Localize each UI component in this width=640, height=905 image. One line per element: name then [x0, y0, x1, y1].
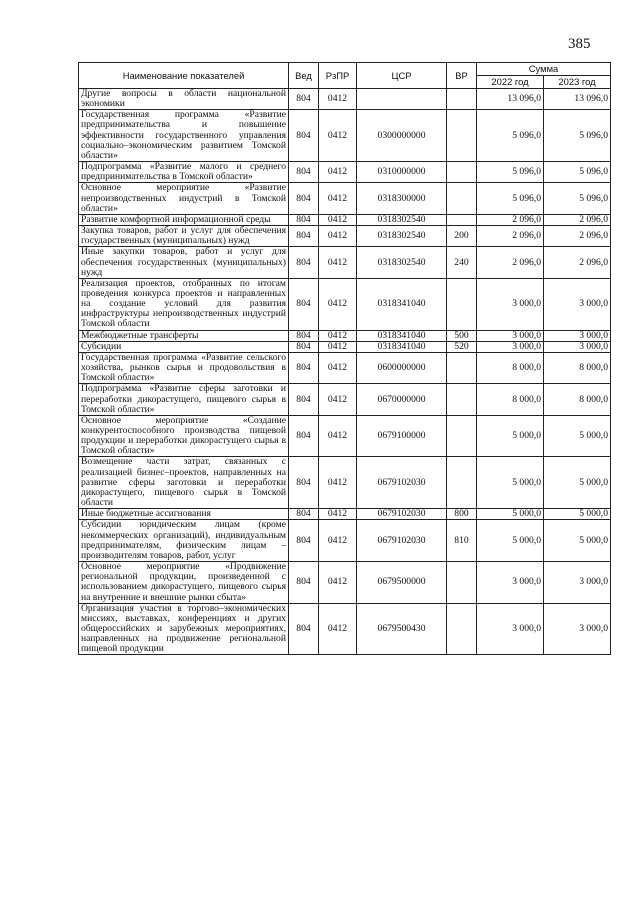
row-sum-2022-cell: 13 096,0: [477, 89, 544, 110]
row-csr-cell: 0318302540: [357, 247, 447, 278]
row-sum-2023-cell: 5 000,0: [544, 415, 611, 457]
row-sum-2023-cell: 3 000,0: [544, 341, 611, 352]
row-name-cell: Основное мероприятие «Продвижение региональной продукции, произведенной с использованием дикорастущего, пищевого сырья на внутренние и внешние рынки сбыта»: [79, 562, 289, 604]
row-rzpr-cell: 0412: [319, 603, 357, 655]
table-row: [79, 603, 611, 655]
row-ved-cell: 804: [289, 520, 319, 562]
table-row: [79, 330, 611, 341]
table-row: [79, 520, 611, 562]
row-name-cell: Основное мероприятие «Развитие непроизводственных индустрий в Томской области»: [79, 183, 289, 214]
row-csr-cell: 0600000000: [357, 352, 447, 383]
row-name-cell: Подпрограмма «Развитие малого и среднего предпринимательства в Томской области»: [79, 162, 289, 183]
row-rzpr-cell: 0412: [319, 415, 357, 457]
row-csr-cell: 0318302540: [357, 226, 447, 247]
row-ved-cell: 804: [289, 341, 319, 352]
row-name-cell: Основное мероприятие «Создание конкурентоспособного производства пищевой продукции и переработки дикорастущего сырья в Томской области»: [79, 415, 289, 457]
table-row: [79, 457, 611, 509]
table-row: [79, 226, 611, 247]
header-vr: ВР: [447, 63, 477, 89]
row-vr-cell: [447, 384, 477, 415]
row-sum-2023-cell: 8 000,0: [544, 384, 611, 415]
row-sum-2023-cell: 2 096,0: [544, 214, 611, 225]
row-name-cell: Государственная программа «Развитие предпринимательства и повышение эффективности государственного управления социально–экономическим развитием Томской области»: [79, 110, 289, 162]
row-rzpr-cell: 0412: [319, 330, 357, 341]
row-sum-2022-cell: 3 000,0: [477, 278, 544, 330]
row-sum-2023-cell: 3 000,0: [544, 278, 611, 330]
row-csr-cell: 0318300000: [357, 183, 447, 214]
table-row: [79, 247, 611, 278]
table-row: [79, 562, 611, 604]
budget-table: [78, 62, 611, 655]
row-rzpr-cell: 0412: [319, 247, 357, 278]
row-ved-cell: 804: [289, 384, 319, 415]
row-ved-cell: 804: [289, 509, 319, 520]
row-ved-cell: 804: [289, 110, 319, 162]
row-csr-cell: [357, 89, 447, 110]
row-vr-cell: [447, 110, 477, 162]
table-row: [79, 162, 611, 183]
row-sum-2022-cell: 5 096,0: [477, 162, 544, 183]
row-rzpr-cell: 0412: [319, 278, 357, 330]
header-sum: Сумма: [477, 63, 611, 76]
row-rzpr-cell: 0412: [319, 352, 357, 383]
row-ved-cell: 804: [289, 562, 319, 604]
row-csr-cell: 0679102030: [357, 457, 447, 509]
row-vr-cell: [447, 457, 477, 509]
header-ved: Вед: [289, 63, 319, 89]
row-name-cell: Организация участия в торгово–экономических миссиях, выставках, конференциях и других общероссийских и зарубежных мероприятиях, направленных на продвижение региональной пищевой продукции: [79, 603, 289, 655]
row-vr-cell: [447, 278, 477, 330]
table-row: [79, 110, 611, 162]
row-ved-cell: 804: [289, 415, 319, 457]
table-header: [79, 63, 611, 89]
row-sum-2022-cell: 5 096,0: [477, 183, 544, 214]
row-csr-cell: 0318341040: [357, 278, 447, 330]
row-vr-cell: [447, 562, 477, 604]
row-sum-2022-cell: 5 000,0: [477, 457, 544, 509]
row-sum-2022-cell: 3 000,0: [477, 562, 544, 604]
row-csr-cell: 0300000000: [357, 110, 447, 162]
row-sum-2022-cell: 5 096,0: [477, 110, 544, 162]
row-vr-cell: [447, 89, 477, 110]
row-sum-2023-cell: 5 000,0: [544, 457, 611, 509]
row-rzpr-cell: 0412: [319, 341, 357, 352]
row-vr-cell: 800: [447, 509, 477, 520]
row-sum-2022-cell: 5 000,0: [477, 509, 544, 520]
row-vr-cell: [447, 162, 477, 183]
row-vr-cell: 500: [447, 330, 477, 341]
row-rzpr-cell: 0412: [319, 520, 357, 562]
row-sum-2022-cell: 3 000,0: [477, 330, 544, 341]
row-vr-cell: [447, 603, 477, 655]
row-ved-cell: 804: [289, 89, 319, 110]
row-sum-2023-cell: 5 096,0: [544, 110, 611, 162]
row-name-cell: Иные закупки товаров, работ и услуг для обеспечения государственных (муниципальных) нужд: [79, 247, 289, 278]
row-rzpr-cell: 0412: [319, 562, 357, 604]
row-ved-cell: 804: [289, 352, 319, 383]
row-rzpr-cell: 0412: [319, 457, 357, 509]
row-name-cell: Подпрограмма «Развитие сферы заготовки и переработки дикорастущего, пищевого сырья в Томской области»: [79, 384, 289, 415]
row-sum-2022-cell: 2 096,0: [477, 247, 544, 278]
row-sum-2022-cell: 5 000,0: [477, 520, 544, 562]
row-sum-2023-cell: 2 096,0: [544, 226, 611, 247]
row-sum-2023-cell: 5 096,0: [544, 162, 611, 183]
row-sum-2023-cell: 3 000,0: [544, 330, 611, 341]
row-sum-2022-cell: 2 096,0: [477, 214, 544, 225]
row-ved-cell: 804: [289, 278, 319, 330]
row-csr-cell: 0679500000: [357, 562, 447, 604]
row-rzpr-cell: 0412: [319, 89, 357, 110]
row-name-cell: Развитие комфортной информационной среды: [79, 214, 289, 225]
row-rzpr-cell: 0412: [319, 214, 357, 225]
table-row: [79, 415, 611, 457]
table-row: [79, 341, 611, 352]
row-sum-2023-cell: 3 000,0: [544, 603, 611, 655]
row-vr-cell: 810: [447, 520, 477, 562]
row-sum-2022-cell: 8 000,0: [477, 384, 544, 415]
row-sum-2023-cell: 2 096,0: [544, 247, 611, 278]
header-2022: 2022 год: [477, 76, 544, 89]
row-sum-2023-cell: 5 000,0: [544, 509, 611, 520]
row-rzpr-cell: 0412: [319, 183, 357, 214]
row-vr-cell: [447, 415, 477, 457]
row-rzpr-cell: 0412: [319, 162, 357, 183]
table-row: [79, 384, 611, 415]
row-vr-cell: 200: [447, 226, 477, 247]
row-sum-2022-cell: 3 000,0: [477, 603, 544, 655]
row-csr-cell: 0679500430: [357, 603, 447, 655]
header-2023: 2023 год: [544, 76, 611, 89]
row-sum-2022-cell: 3 000,0: [477, 341, 544, 352]
table-row: [79, 183, 611, 214]
row-name-cell: Возмещение части затрат, связанных с реализацией бизнес–проектов, направленных на развитие сферы заготовки и переработки дикорастущего, пищевого сырья в Томской области: [79, 457, 289, 509]
row-ved-cell: 804: [289, 214, 319, 225]
row-ved-cell: 804: [289, 162, 319, 183]
row-csr-cell: 0310000000: [357, 162, 447, 183]
row-vr-cell: [447, 214, 477, 225]
row-name-cell: Закупка товаров, работ и услуг для обеспечения государственных (муниципальных) нужд: [79, 226, 289, 247]
row-ved-cell: 804: [289, 457, 319, 509]
row-rzpr-cell: 0412: [319, 384, 357, 415]
row-csr-cell: 0318341040: [357, 341, 447, 352]
row-csr-cell: 0679100000: [357, 415, 447, 457]
row-vr-cell: 240: [447, 247, 477, 278]
row-csr-cell: 0318341040: [357, 330, 447, 341]
row-name-cell: Реализация проектов, отобранных по итогам проведения конкурса проектов и направленных на создание условий для развития инфраструктуры непроизводственных индустрий Томской области: [79, 278, 289, 330]
row-sum-2022-cell: 8 000,0: [477, 352, 544, 383]
table-row: [79, 214, 611, 225]
row-ved-cell: 804: [289, 183, 319, 214]
row-name-cell: Субсидии: [79, 341, 289, 352]
row-csr-cell: 0670000000: [357, 384, 447, 415]
row-rzpr-cell: 0412: [319, 226, 357, 247]
row-sum-2023-cell: 5 000,0: [544, 520, 611, 562]
row-sum-2023-cell: 5 096,0: [544, 183, 611, 214]
table-row: [79, 352, 611, 383]
table-body: [79, 89, 611, 655]
row-vr-cell: [447, 183, 477, 214]
table-row: [79, 89, 611, 110]
row-vr-cell: 520: [447, 341, 477, 352]
row-csr-cell: 0679102030: [357, 520, 447, 562]
row-name-cell: Субсидии юридическим лицам (кроме некоммерческих организаций), индивидуальным предпринимателям, физическим лицам – производителям товаров, работ, услуг: [79, 520, 289, 562]
header-name: Наименование показателей: [79, 63, 289, 89]
row-rzpr-cell: 0412: [319, 110, 357, 162]
row-sum-2023-cell: 3 000,0: [544, 562, 611, 604]
row-sum-2022-cell: 5 000,0: [477, 415, 544, 457]
row-name-cell: Государственная программа «Развитие сельского хозяйства, рынков сырья и продовольствия в Томской области»: [79, 352, 289, 383]
row-name-cell: Иные бюджетные ассигнования: [79, 509, 289, 520]
row-ved-cell: 804: [289, 247, 319, 278]
header-rzpr: РзПР: [319, 63, 357, 89]
row-csr-cell: 0679102030: [357, 509, 447, 520]
row-sum-2022-cell: 2 096,0: [477, 226, 544, 247]
table-row: [79, 278, 611, 330]
row-csr-cell: 0318302540: [357, 214, 447, 225]
row-vr-cell: [447, 352, 477, 383]
row-name-cell: Другие вопросы в области национальной экономики: [79, 89, 289, 110]
row-ved-cell: 804: [289, 226, 319, 247]
row-name-cell: Межбюджетные трансферты: [79, 330, 289, 341]
row-ved-cell: 804: [289, 330, 319, 341]
row-ved-cell: 804: [289, 603, 319, 655]
row-sum-2023-cell: 13 096,0: [544, 89, 611, 110]
table-row: [79, 509, 611, 520]
row-rzpr-cell: 0412: [319, 509, 357, 520]
page-number: 385: [568, 36, 591, 52]
row-sum-2023-cell: 8 000,0: [544, 352, 611, 383]
header-csr: ЦСР: [357, 63, 447, 89]
